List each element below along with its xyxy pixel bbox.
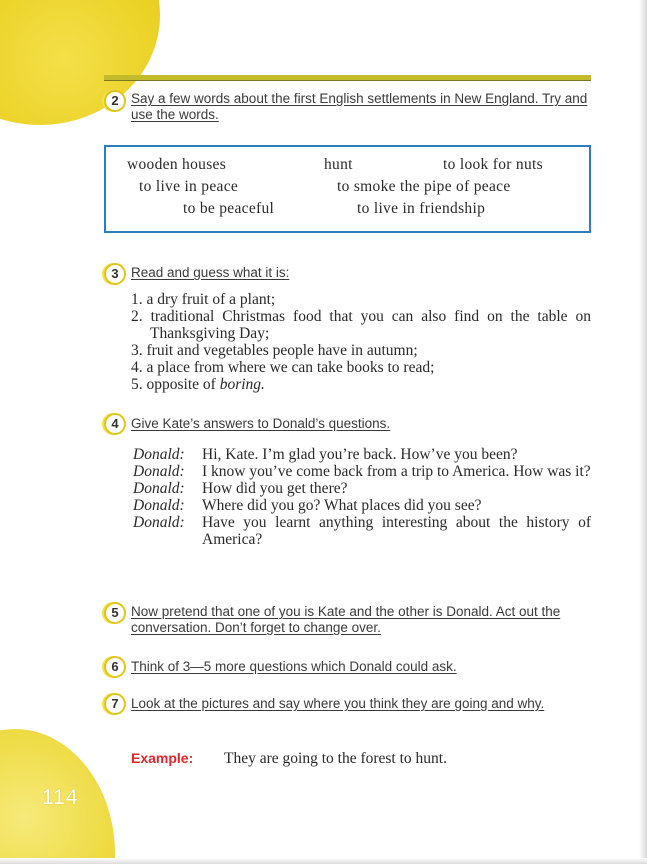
list-item-text: 5. opposite of [131,376,220,393]
speaker-label: Donald: [133,463,185,480]
task-2-number: 2 [104,90,126,112]
word-item: hunt [324,156,353,173]
task-6-instruction: Think of 3—5 more questions which Donald could ask. [131,659,457,674]
example-label: Example: [131,750,194,766]
task-2-instruction: Say a few words about the first English settlements in New England. Try and use the words. [131,91,588,122]
speaker-label: Donald: [133,480,185,497]
list-item [131,376,591,393]
word-box [104,145,591,233]
dialog-line [133,480,591,497]
page-number: 114 [42,786,79,809]
speaker-label: Donald: [133,446,185,463]
example-text: They are going to the forest to hunt. [224,750,447,767]
dialog-line [133,446,591,463]
word-item: wooden houses [127,156,227,173]
list-item: 2. traditional Christmas food that you can also find on the table on Thanksgiving Day; [131,308,591,342]
list-item: 1. a dry fruit of a plant; [131,291,276,308]
speaker-label: Donald: [133,497,185,514]
word-item: to look for nuts [443,156,543,173]
word-item: to be peaceful [183,200,275,217]
dialog-line [133,463,591,480]
task-6-number: 6 [104,656,126,678]
task-3-number: 3 [104,263,126,285]
dialog-line [133,497,591,514]
page-bottom-shadow [0,858,647,864]
speaker-label: Donald: [133,514,185,531]
task-4-instruction: Give Kate’s answers to Donald’s questions. [131,416,391,431]
task-7-instruction: Look at the pictures and say where you think they are going and why. [131,696,545,711]
task-3-instruction: Read and guess what it is: [131,265,290,280]
top-divider [104,75,591,81]
list-item: 3. fruit and vegetables people have in autumn; [131,342,418,359]
task-7-number: 7 [104,693,126,715]
dialog-text: Hi, Kate. I’m glad you’re back. How’ve you been? [202,446,518,463]
word-item: to live in peace [139,178,239,195]
dialog-text: How did you get there? [202,480,348,497]
word-item: to live in friendship [357,200,486,217]
task-4-number: 4 [104,413,126,435]
word-item: to smoke the pipe of peace [337,178,511,195]
guess-list [131,291,591,393]
task-5-number: 5 [104,602,126,624]
list-item-emphasis: boring. [219,376,265,393]
list-item: 4. a place from where we can take books to read; [131,359,435,376]
dialog [133,446,591,548]
dialog-text: Where did you go? What places did you see? [202,497,482,514]
dialog-line [133,514,591,548]
page-edge-shadow [639,0,647,864]
example [131,750,447,768]
task-5-instruction: Now pretend that one of you is Kate and the other is Donald. Act out the conversation. Don’t forget to change over. [131,604,561,635]
dialog-text: I know you’ve come back from a trip to America. How was it? [202,463,591,480]
dialog-text: Have you learnt anything interesting about the history of America? [202,514,591,548]
